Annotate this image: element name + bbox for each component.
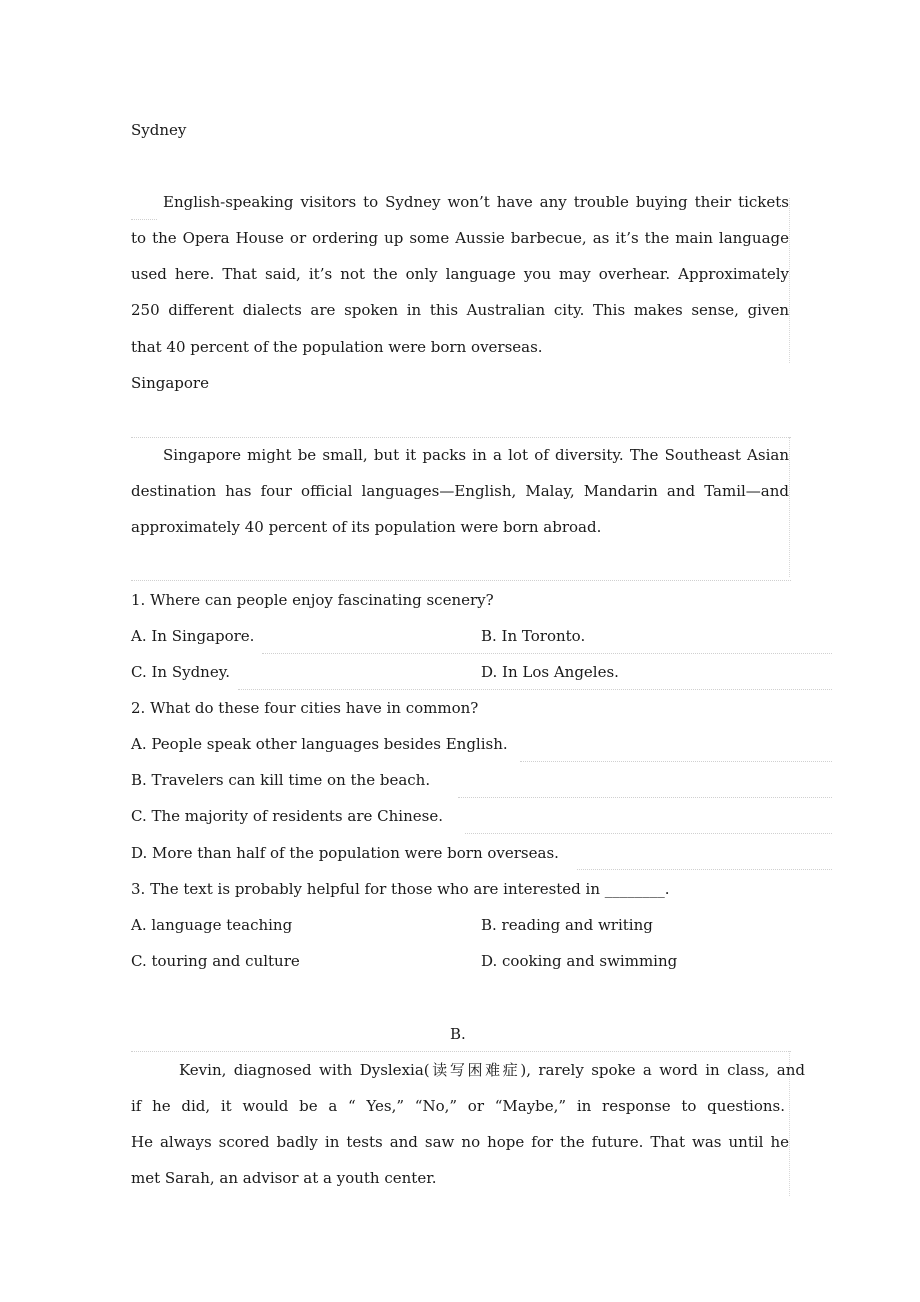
question-1-option-a: A. In Singapore. xyxy=(131,627,255,645)
question-2-stem: 2. What do these four cities have in common? xyxy=(131,699,479,717)
section-heading-sydney: Sydney xyxy=(131,121,187,139)
guide-line xyxy=(789,198,790,363)
guide-line xyxy=(789,437,790,577)
question-2-option-b: B. Travelers can kill time on the beach. xyxy=(131,771,431,789)
guide-line xyxy=(238,689,832,690)
question-2-option-a: A. People speak other languages besides English. xyxy=(131,735,508,753)
question-2-option-d: D. More than half of the population were born overseas. xyxy=(131,844,559,862)
question-3-option-a: A. language teaching xyxy=(131,916,293,934)
guide-line xyxy=(131,580,791,581)
section-heading-singapore: Singapore xyxy=(131,374,209,392)
passage-b-label: B. xyxy=(450,1025,466,1043)
sydney-line-4: 250 different dialects are spoken in this Australian city. This makes sense, given xyxy=(131,301,789,319)
sydney-line-1: English-speaking visitors to Sydney won’t have any trouble buying their tickets xyxy=(163,193,789,211)
singapore-line-2: destination has four official languages—English, Malay, Mandarin and Tamil—and xyxy=(131,482,789,500)
question-1-option-c: C. In Sydney. xyxy=(131,663,230,681)
question-3-stem: 3. The text is probably helpful for those who are interested in ________. xyxy=(131,880,670,898)
guide-line xyxy=(131,437,791,438)
guide-line xyxy=(577,869,832,870)
sydney-line-5: that 40 percent of the population were born overseas. xyxy=(131,338,543,356)
sydney-line-2: to the Opera House or ordering up some Aussie barbecue, as it’s the main language xyxy=(131,229,789,247)
guide-line xyxy=(262,653,832,654)
question-3-option-d: D. cooking and swimming xyxy=(481,952,678,970)
guide-line xyxy=(520,761,832,762)
question-1-option-d: D. In Los Angeles. xyxy=(481,663,619,681)
singapore-line-3: approximately 40 percent of its population were born abroad. xyxy=(131,518,602,536)
question-1-option-b: B. In Toronto. xyxy=(481,627,586,645)
passage-b-line-3: He always scored badly in tests and saw no hope for the future. That was until he xyxy=(131,1133,789,1151)
question-3-option-c: C. touring and culture xyxy=(131,952,300,970)
question-2-option-c: C. The majority of residents are Chinese. xyxy=(131,807,443,825)
guide-line xyxy=(131,219,157,220)
guide-line xyxy=(465,833,832,834)
passage-b-line-4: met Sarah, an advisor at a youth center. xyxy=(131,1169,437,1187)
passage-b-line-1: Kevin, diagnosed with Dyslexia(读写困难症), rarely spoke a word in class, and xyxy=(179,1061,805,1079)
passage-b-line-2: if he did, it would be a “ Yes,” “No,” or “Maybe,” in response to questions. xyxy=(131,1097,785,1115)
guide-line xyxy=(131,1051,791,1052)
guide-line xyxy=(458,797,832,798)
sydney-line-3: used here. That said, it’s not the only language you may overhear. Approximately xyxy=(131,265,789,283)
question-3-option-b: B. reading and writing xyxy=(481,916,653,934)
singapore-line-1: Singapore might be small, but it packs in a lot of diversity. The Southeast Asian xyxy=(163,446,789,464)
question-1-stem: 1. Where can people enjoy fascinating scenery? xyxy=(131,591,494,609)
